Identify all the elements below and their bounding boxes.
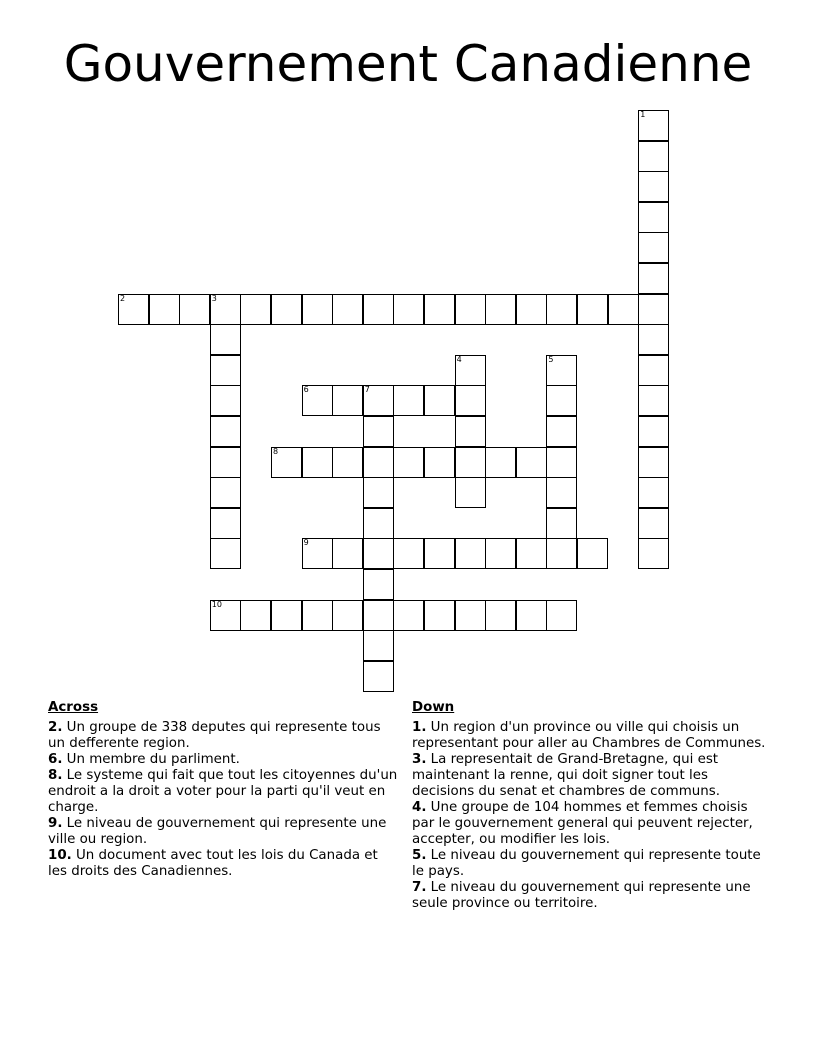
grid-cell[interactable] [210, 600, 241, 631]
grid-cell[interactable] [393, 538, 424, 569]
grid-cell[interactable] [638, 385, 669, 416]
clue-text: Un document avec tout les lois du Canada et les droits des Canadiennes. [48, 848, 378, 879]
grid-cell[interactable] [638, 202, 669, 233]
across-heading: Across [48, 700, 99, 715]
grid-cell[interactable] [424, 600, 455, 631]
cell-number: 10 [211, 599, 222, 609]
clue-number: 10. [48, 848, 72, 863]
grid-cell[interactable] [363, 477, 394, 508]
grid-cell[interactable] [455, 294, 486, 325]
grid-cell[interactable] [455, 600, 486, 631]
grid-cell[interactable] [363, 569, 394, 600]
grid-cell[interactable] [210, 385, 241, 416]
clue-text: Le niveau de gouvernement qui represente une ville ou region. [48, 816, 387, 847]
grid-cell[interactable] [516, 538, 547, 569]
grid-cell[interactable] [363, 600, 394, 631]
clue-down-5 [412, 848, 772, 880]
grid-cell[interactable] [393, 600, 424, 631]
page-title: Gouvernement Canadienne [63, 35, 753, 93]
grid-cell[interactable] [363, 447, 394, 478]
clue-down-4 [412, 800, 772, 848]
grid-cell[interactable] [638, 508, 669, 539]
down-heading: Down [412, 700, 455, 715]
grid-cell[interactable] [577, 538, 608, 569]
grid-cell[interactable] [210, 508, 241, 539]
grid-cell[interactable] [302, 447, 333, 478]
grid-cell[interactable] [516, 447, 547, 478]
grid-cell[interactable] [577, 294, 608, 325]
grid-cell[interactable] [271, 294, 302, 325]
cell-number: 5 [548, 354, 554, 364]
grid-cell[interactable] [332, 294, 363, 325]
clue-number: 7. [412, 880, 427, 895]
grid-cell[interactable] [302, 600, 333, 631]
clue-text: Le niveau du gouvernement qui represente une seule province ou territoire. [412, 880, 751, 911]
clue-down-7 [412, 880, 772, 912]
grid-cell[interactable] [455, 355, 486, 386]
grid-cell[interactable] [485, 294, 516, 325]
clue-number: 1. [412, 720, 427, 735]
grid-cell[interactable] [546, 294, 577, 325]
grid-cell[interactable] [485, 447, 516, 478]
grid-cell[interactable] [210, 447, 241, 478]
grid-cell[interactable] [302, 385, 333, 416]
grid-cell[interactable] [302, 538, 333, 569]
grid-cell[interactable] [638, 232, 669, 263]
grid-cell[interactable] [363, 538, 394, 569]
grid-cell[interactable] [393, 447, 424, 478]
clue-number: 6. [48, 752, 63, 767]
clue-text: Un region d'un province ou ville qui choisis un representant pour aller au Chambres de Communes. [412, 720, 766, 751]
grid-cell[interactable] [271, 600, 302, 631]
clue-text: Une groupe de 104 hommes et femmes choisis par le gouvernement general qui peuvent rejecter, accepter, ou modifier les lois. [412, 800, 753, 847]
grid-cell[interactable] [302, 294, 333, 325]
clue-number: 3. [412, 752, 427, 767]
grid-cell[interactable] [546, 477, 577, 508]
grid-cell[interactable] [546, 600, 577, 631]
clue-across-10 [48, 848, 400, 880]
grid-cell[interactable] [393, 385, 424, 416]
clue-across-6 [48, 752, 400, 768]
grid-cell[interactable] [363, 294, 394, 325]
cell-number: 6 [303, 385, 309, 395]
grid-cell[interactable] [546, 385, 577, 416]
grid-cell[interactable] [363, 508, 394, 539]
cell-number: 9 [303, 538, 309, 548]
grid-cell[interactable] [240, 294, 271, 325]
cell-number: 2 [120, 293, 126, 303]
grid-cell[interactable] [363, 661, 394, 692]
grid-cell[interactable] [363, 630, 394, 661]
grid-cell[interactable] [638, 447, 669, 478]
grid-cell[interactable] [210, 477, 241, 508]
grid-cell[interactable] [363, 385, 394, 416]
cell-number: 4 [456, 354, 462, 364]
grid-cell[interactable] [118, 294, 149, 325]
clue-across-9 [48, 816, 400, 848]
grid-cell[interactable] [455, 385, 486, 416]
cell-number: 7 [364, 385, 370, 395]
grid-cell[interactable] [638, 538, 669, 569]
down-clues [412, 700, 772, 912]
clue-number: 9. [48, 816, 63, 831]
grid-cell[interactable] [546, 447, 577, 478]
grid-cell[interactable] [638, 110, 669, 141]
cell-number: 8 [273, 446, 279, 456]
clue-number: 5. [412, 848, 427, 863]
grid-cell[interactable] [332, 447, 363, 478]
grid-cell[interactable] [485, 538, 516, 569]
grid-cell[interactable] [332, 385, 363, 416]
grid-cell[interactable] [546, 508, 577, 539]
grid-cell[interactable] [455, 477, 486, 508]
grid-cell[interactable] [638, 141, 669, 172]
clue-text: Le systeme qui fait que tout les citoyennes du'un endroit a la droit a voter pour la parti qu'il veut en charge. [48, 768, 398, 815]
grid-cell[interactable] [210, 294, 241, 325]
grid-cell[interactable] [638, 171, 669, 202]
grid-cell[interactable] [424, 294, 455, 325]
grid-cell[interactable] [455, 416, 486, 447]
clue-number: 4. [412, 800, 427, 815]
grid-cell[interactable] [332, 600, 363, 631]
grid-cell[interactable] [546, 538, 577, 569]
grid-cell[interactable] [546, 416, 577, 447]
grid-cell[interactable] [638, 294, 669, 325]
grid-cell[interactable] [210, 324, 241, 355]
grid-cell[interactable] [332, 538, 363, 569]
grid-cell[interactable] [638, 324, 669, 355]
grid-cell[interactable] [424, 447, 455, 478]
clue-down-3 [412, 752, 772, 800]
clue-text: Le niveau du gouvernement qui represente toute le pays. [412, 848, 761, 879]
clue-text: Un membre du parliment. [66, 752, 240, 767]
clue-across-2 [48, 720, 400, 752]
across-clues [48, 700, 400, 880]
cell-number: 3 [211, 293, 217, 303]
grid-cell[interactable] [516, 600, 547, 631]
grid-cell[interactable] [485, 600, 516, 631]
grid-cell[interactable] [546, 355, 577, 386]
grid-cell[interactable] [424, 538, 455, 569]
grid-cell[interactable] [271, 447, 302, 478]
grid-cell[interactable] [210, 416, 241, 447]
grid-cell[interactable] [638, 477, 669, 508]
grid-cell[interactable] [638, 355, 669, 386]
grid-cell[interactable] [455, 447, 486, 478]
grid-cell[interactable] [179, 294, 210, 325]
grid-cell[interactable] [210, 355, 241, 386]
clue-number: 8. [48, 768, 63, 783]
clue-text: Un groupe de 338 deputes qui represente tous un defferente region. [48, 720, 381, 751]
grid-cell[interactable] [455, 538, 486, 569]
grid-cell[interactable] [393, 294, 424, 325]
clue-across-8 [48, 768, 400, 816]
grid-cell[interactable] [608, 294, 639, 325]
cell-number: 1 [640, 110, 646, 119]
clue-text: La representait de Grand-Bretagne, qui est maintenant la renne, qui doit signer tout les decisions du senat et chambres de communs. [412, 752, 720, 799]
clue-down-1 [412, 720, 772, 752]
clue-number: 2. [48, 720, 63, 735]
grid-cell[interactable] [424, 385, 455, 416]
grid-cell[interactable] [240, 600, 271, 631]
grid-cell[interactable] [638, 263, 669, 294]
grid-cell[interactable] [638, 416, 669, 447]
grid-cell[interactable] [149, 294, 180, 325]
grid-cell[interactable] [210, 538, 241, 569]
grid-cell[interactable] [363, 416, 394, 447]
grid-cell[interactable] [516, 294, 547, 325]
